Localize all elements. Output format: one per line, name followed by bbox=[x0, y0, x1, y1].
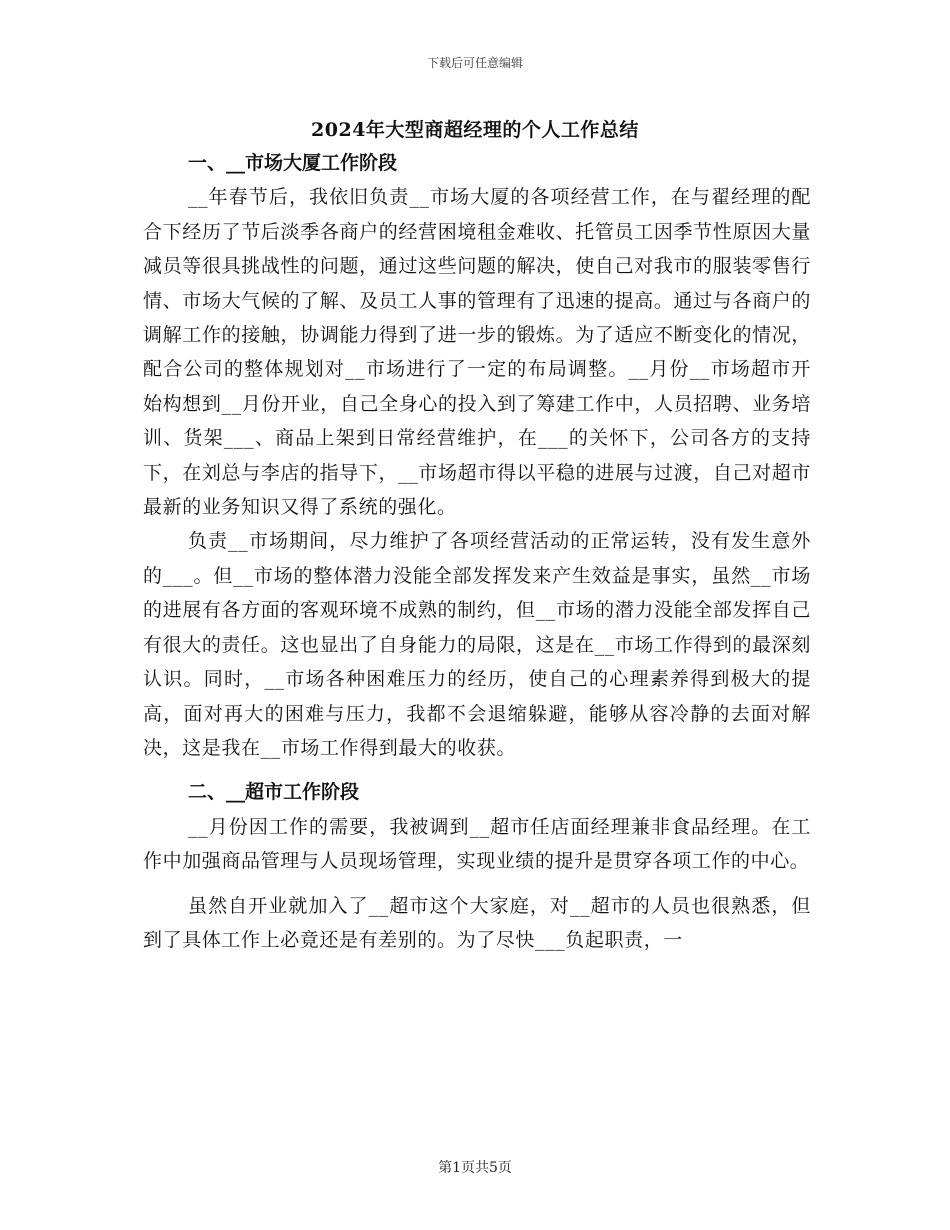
paragraph: __年春节后，我依旧负责__市场大厦的各项经营工作，在与翟经理的配合下经历了节后淡季各商户的经营困境租金难收、托管员工因季节性原因大量减员等很具挑战性的问题，通过这些问题的解决，使自己对我市的服装零售行情、市场大气候的了解、及员工人事的管理有了迅速的提高。通过与各商户的调解工作的接触，协调能力得到了进一步的锻炼。为了适应不断变化的情况，配合公司的整体规划对__市场进行了一定的布局调整。__月份__市场超市开始构想到__月份开业，自己全身心的投入到了筹建工作中，人员招聘、业务培训、货架___、商品上架到日常经营维护，在___的关怀下，公司各方的支持下，在刘总与李店的指导下，__市场超市得以平稳的进展与过渡，自己对超市最新的业务知识又得了系统的强化。 bbox=[143, 186, 811, 519]
section-gap bbox=[143, 765, 811, 775]
document-body bbox=[143, 146, 811, 957]
section-heading-1: 一、__市场大厦工作阶段 bbox=[188, 152, 398, 174]
paragraph: __月份因工作的需要，我被调到__超市任店面经理兼非食品经理。在工作中加强商品管理与人员现场管理，实现业绩的提升是贯穿各项工作的中心。 bbox=[143, 815, 811, 873]
page-number: 第1页共5页 bbox=[438, 1160, 512, 1176]
section-heading-2: 二、__超市工作阶段 bbox=[188, 781, 360, 804]
paragraph: 虽然自开业就加入了__超市这个大家庭，对__超市的人员也很熟悉，但到了具体工作上必竟还是有差别的。为了尽快___负起职责，一 bbox=[143, 894, 811, 951]
document-title: 2024年大型商超经理的个人工作总结 bbox=[311, 119, 639, 141]
page-header-note: 下载后可任意编辑 bbox=[426, 56, 523, 70]
paragraph: 负责__市场期间，尽力维护了各项经营活动的正常运转，没有发生意外的___。但__市场的整体潜力没能全部发挥发来产生效益是事实，虽然__市场的进展有各方面的客观环境不成熟的制约，但__市场的潜力没能全部发挥自己有很大的责任。这也显出了自身能力的局限，这是在__市场工作得到的最深刻认识。同时，__市场各种困难压力的经历，使自己的心理素养得到极大的提高，面对再大的困难与压力，我都不会退缩躲避，能够从容冷静的去面对解决，这是我在__市场工作得到最大的收获。 bbox=[143, 530, 811, 759]
paragraph-gap bbox=[143, 879, 811, 889]
